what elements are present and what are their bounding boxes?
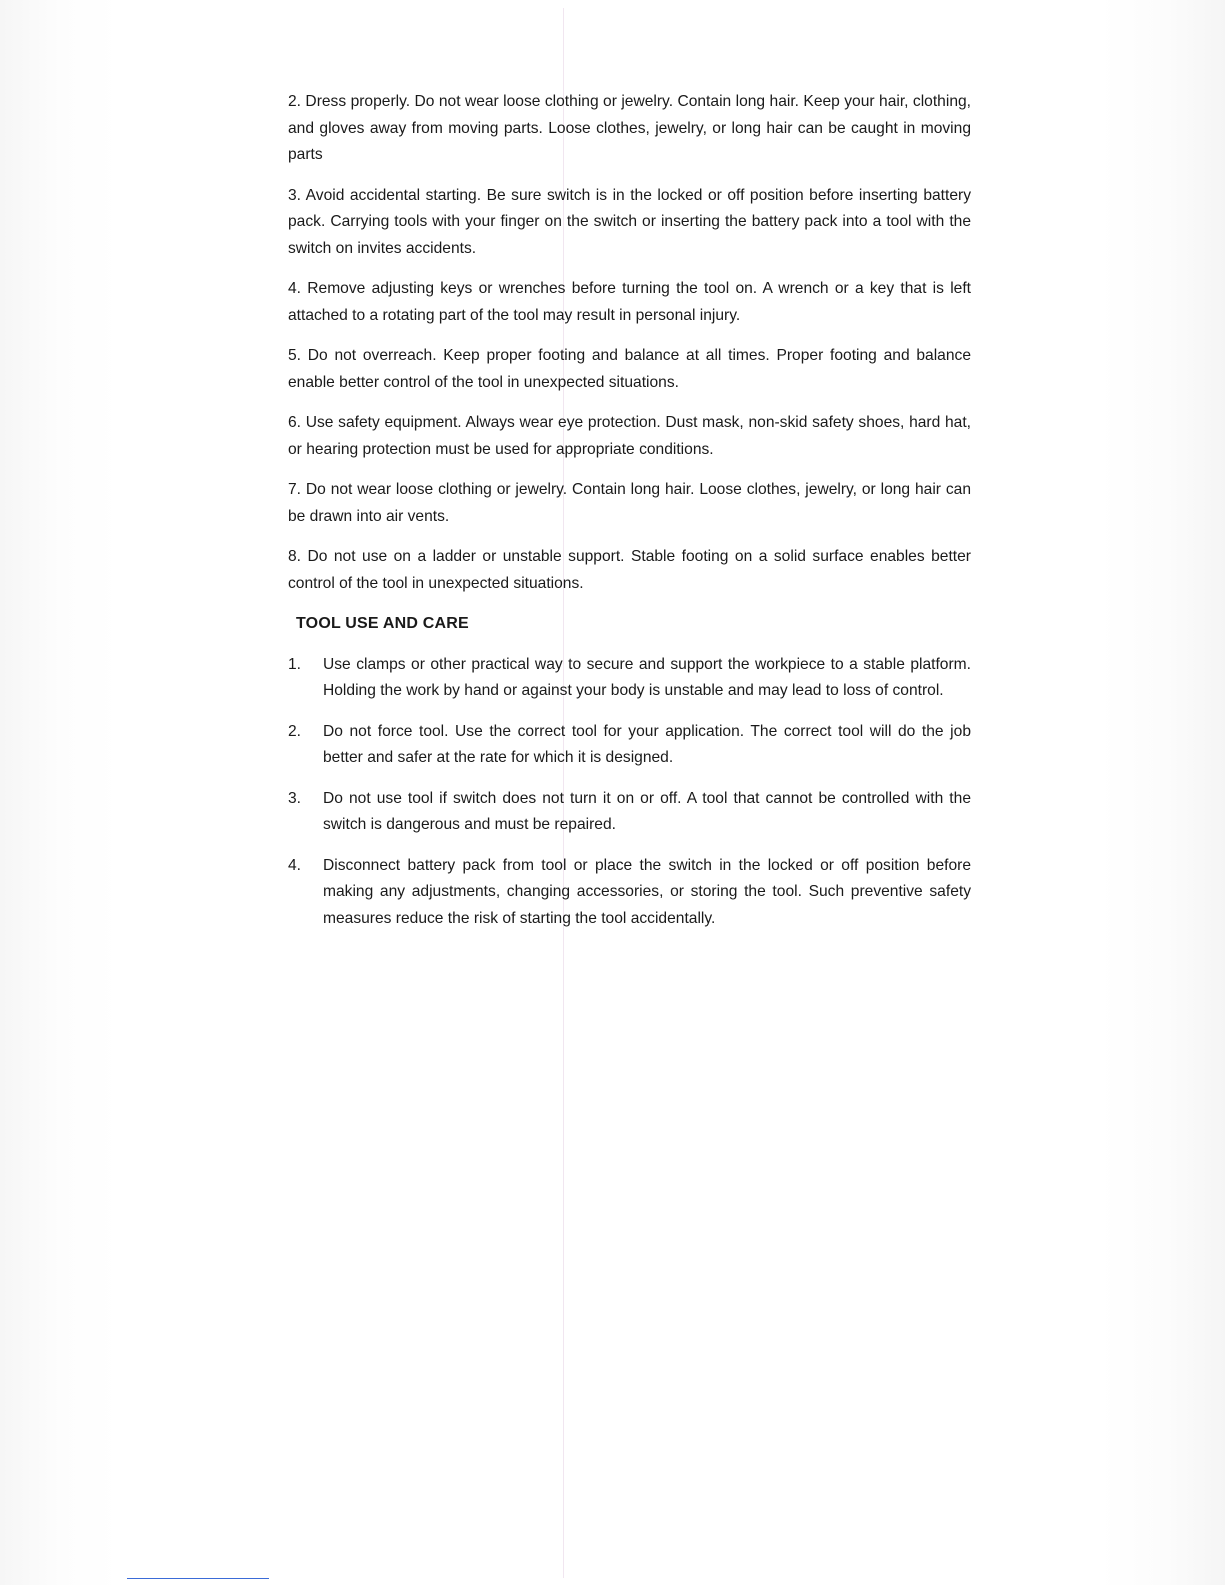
care-item bbox=[288, 853, 971, 933]
safety-item: 2. Dress properly. Do not wear loose clothing or jewelry. Contain long hair. Keep your hair, clothing, and gloves away from moving parts. Loose clothes, jewelry, or long hair can be caught in moving parts bbox=[288, 93, 971, 163]
safety-item: 3. Avoid accidental starting. Be sure switch is in the locked or off position before inserting battery pack. Carrying tools with your finger on the switch or inserting the battery pack into a tool with the switch on invites accidents. bbox=[288, 186, 971, 257]
document-body bbox=[288, 89, 971, 946]
care-item bbox=[288, 786, 971, 839]
care-item bbox=[288, 719, 971, 772]
care-item-number: 4. bbox=[288, 856, 302, 874]
safety-item: 4. Remove adjusting keys or wrenches before turning the tool on. A wrench or a key that is left attached to a rotating part of the tool may result in personal injury. bbox=[288, 280, 971, 324]
section-heading: TOOL USE AND CARE bbox=[296, 615, 469, 632]
bottom-rule bbox=[127, 1578, 269, 1579]
care-item-number: 1. bbox=[288, 655, 302, 673]
care-item-text: Use clamps or other practical way to secure and support the workpiece to a stable platform. Holding the work by hand or against your body is unstable and may lead to loss of control. bbox=[323, 655, 971, 699]
care-item-text: Do not use tool if switch does not turn it on or off. A tool that cannot be controlled with the switch is dangerous and must be repaired. bbox=[323, 789, 971, 833]
safety-item: 6. Use safety equipment. Always wear eye protection. Dust mask, non-skid safety shoes, hard hat, or hearing protection must be used for appropriate conditions. bbox=[288, 414, 971, 458]
care-item-text: Disconnect battery pack from tool or place the switch in the locked or off position before making any adjustments, changing accessories, or storing the tool. Such preventive safety measures reduce the risk of starting the tool accidentally. bbox=[323, 856, 971, 927]
care-item-number: 3. bbox=[288, 789, 302, 807]
care-item-number: 2. bbox=[288, 722, 302, 740]
safety-item: 8. Do not use on a ladder or unstable support. Stable footing on a solid surface enables better control of the tool in unexpected situations. bbox=[288, 548, 971, 592]
care-item-text: Do not force tool. Use the correct tool for your application. The correct tool will do the job better and safer at the rate for which it is designed. bbox=[323, 722, 971, 766]
safety-item: 5. Do not overreach. Keep proper footing and balance at all times. Proper footing and balance enable better control of the tool in unexpected situations. bbox=[288, 347, 971, 391]
safety-item: 7. Do not wear loose clothing or jewelry. Contain long hair. Loose clothes, jewelry, or long hair can be drawn into air vents. bbox=[288, 481, 971, 525]
care-item bbox=[288, 652, 971, 705]
